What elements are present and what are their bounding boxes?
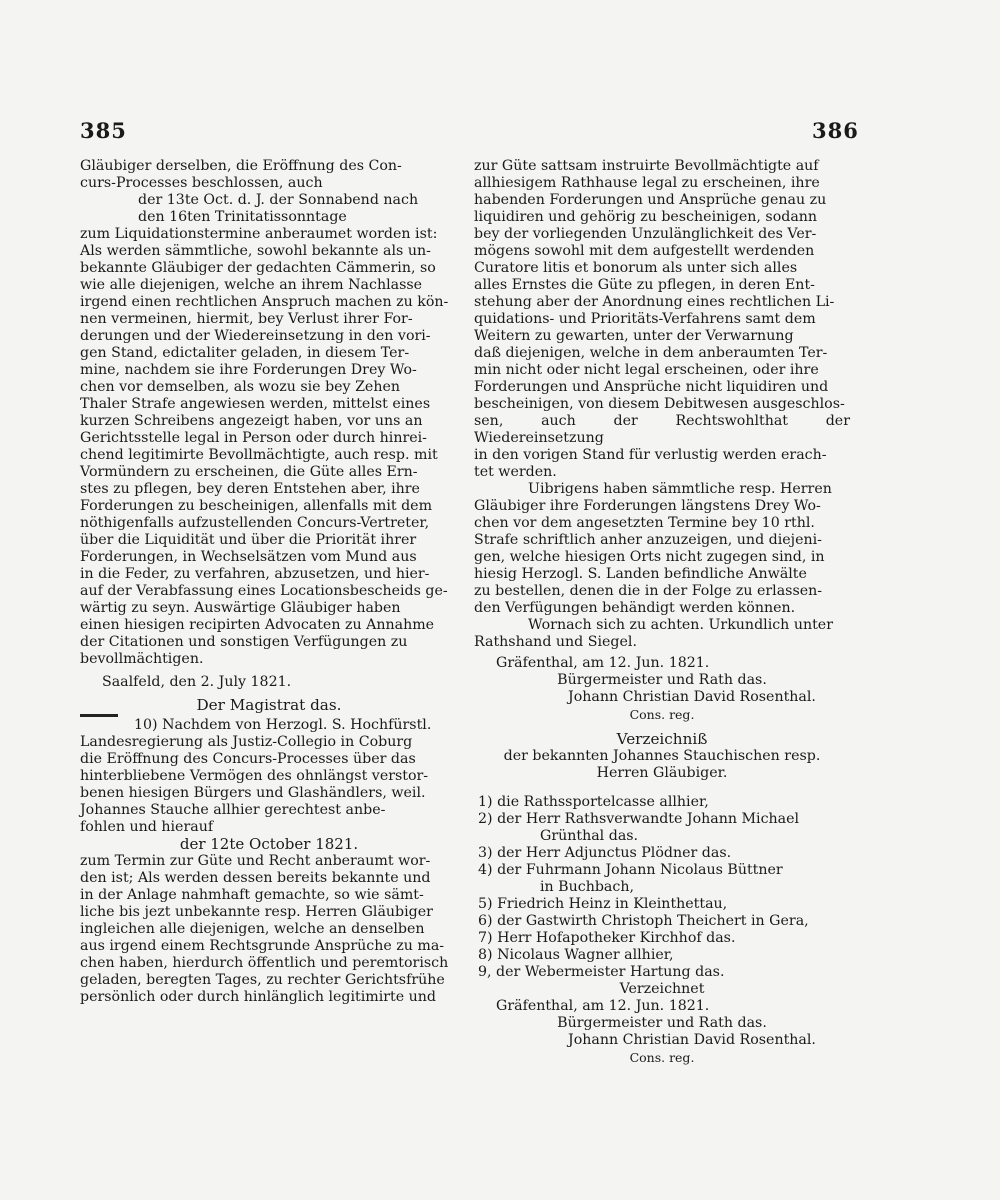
creditor-item [474, 794, 850, 811]
text-line: chend legitimirte Bevollmächtigte, auch resp. mit [80, 447, 438, 463]
text-line: gen Stand, edictaliter geladen, in diesem Ter- [80, 345, 410, 361]
text-line: Rathshand und Siegel. [474, 634, 637, 650]
signature-name: Johann Christian David Rosenthal. [568, 1032, 816, 1048]
text-line: Vormündern zu erscheinen, die Güte alles Ern- [80, 464, 418, 480]
creditor-text: 7) Herr Hofapotheker Kirchhof das. [478, 930, 736, 946]
notice-line: die Eröffnung des Concurs-Processes über das [80, 751, 416, 767]
text-line: in den vorigen Stand für verlustig werden erach- [474, 447, 827, 463]
list-subtitle: der bekannten Johannes Stauchischen resp. [503, 748, 821, 764]
notice-line: zum Termin zur Güte und Recht anberaumt wor- [80, 853, 431, 869]
text-line: mine, nachdem sie ihre Forderungen Drey Wo- [80, 362, 417, 378]
text-line: der Citationen und sonstigen Verfügungen zu [80, 634, 408, 650]
creditor-item [474, 930, 850, 947]
page-number-right: 386 [812, 118, 859, 143]
text-line: wärtig zu seyn. Auswärtige Gläubiger haben [80, 600, 401, 616]
text-line: Curatore litis et bonorum als unter sich alles [474, 260, 798, 276]
notice-line: Johannes Stauche allhier gerechtest anbe- [80, 802, 386, 818]
text-line: habenden Forderungen und Ansprüche genau zu [474, 192, 827, 208]
text-line: auf der Verabfassung eines Locationsbescheids ge- [80, 583, 448, 599]
text-line: bekannte Gläubiger der gedachten Cämmerin, so [80, 260, 436, 276]
notice-line: Landesregierung als Justiz-Collegio in Coburg [80, 734, 413, 750]
notice-line: aus irgend einem Rechtsgrunde Ansprüche zu ma- [80, 938, 445, 954]
creditor-list [474, 794, 850, 981]
creditor-text-cont: Grünthal das. [540, 828, 639, 844]
creditor-item [474, 845, 850, 862]
signature-title: Cons. reg. [629, 1050, 695, 1065]
creditor-item [474, 811, 850, 845]
creditor-text: 1) die Rathssportelcasse allhier, [478, 794, 709, 810]
notice-line: 10) Nachdem von Herzogl. S. Hochfürstl. [134, 717, 432, 733]
text-line: kurzen Schreibens angezeigt haben, vor uns an [80, 413, 423, 429]
text-line: über die Liquidität und über die Priorität ihrer [80, 532, 417, 548]
text-line: derungen und der Wiedereinsetzung in den vori- [80, 328, 431, 344]
text-line: Gerichtsstelle legal in Person oder durch hinrei- [80, 430, 427, 446]
text-line: Strafe schriftlich anher anzuzeigen, und diejeni- [474, 532, 822, 548]
text-line: daß diejenigen, welche in dem anberaumten Ter- [474, 345, 828, 361]
signature: Der Magistrat das. [196, 696, 342, 714]
creditor-item [474, 913, 850, 930]
place-date: Gräfenthal, am 12. Jun. 1821. [496, 655, 710, 671]
text-line: hiesig Herzogl. S. Landen befindliche Anwälte [474, 566, 807, 582]
text-line: liquidiren und gehörig zu bescheinigen, sodann [474, 209, 818, 225]
text-line: min nicht oder nicht legal erscheinen, oder ihre [474, 362, 819, 378]
creditor-text: 8) Nicolaus Wagner allhier, [478, 947, 674, 963]
creditor-item [474, 896, 850, 913]
text-line: Forderungen zu bescheinigen, allenfalls mit dem [80, 498, 433, 514]
notice-line: fohlen und hierauf [80, 819, 214, 835]
text-line: tet werden. [474, 464, 557, 480]
text-line: nen vermeinen, hiermit, bey Verlust ihrer For- [80, 311, 413, 327]
left-column [80, 158, 458, 1006]
text-line: sen, auch der Rechtswohlthat der Wiedereinsetzung [474, 413, 850, 446]
notice-line: persönlich oder durch hinlänglich legitimirte und [80, 989, 437, 1005]
text-line: einen hiesigen recipirten Advocaten zu Annahme [80, 617, 435, 633]
notice-line: benen hiesigen Bürgers und Glashändlers, weil. [80, 785, 426, 801]
place-date: Gräfenthal, am 12. Jun. 1821. [496, 998, 710, 1014]
list-closing: Verzeichnet [619, 981, 705, 997]
text-line: nöthigenfalls aufzustellenden Concurs-Vertreter, [80, 515, 430, 531]
text-line: Als werden sämmtliche, sowohl bekannte als un- [80, 243, 431, 259]
text-line: Thaler Strafe angewiesen werden, mittelst eines [80, 396, 431, 412]
creditor-item [474, 964, 850, 981]
date-line: der 13te Oct. d. J. der Sonnabend nach [138, 192, 419, 208]
text-line: Weitern zu gewarten, unter der Verwarnung [474, 328, 794, 344]
text-line: stehung aber der Anordnung eines rechtlichen Li- [474, 294, 835, 310]
notice-line: liche bis jezt unbekannte resp. Herren Gläubiger [80, 904, 433, 920]
list-subtitle: Herren Gläubiger. [596, 765, 728, 781]
text-line: allhiesigem Rathhause legal zu erscheinen, ihre [474, 175, 820, 191]
page-number-left: 385 [80, 118, 127, 143]
text-line: quidations- und Prioritäts-Verfahrens samt dem [474, 311, 816, 327]
list-title: Verzeichniß [616, 730, 708, 748]
text-line: den Verfügungen behändigt werden können. [474, 600, 796, 616]
text-line: curs-Processes beschlossen, auch [80, 175, 323, 191]
text-line: Wornach sich zu achten. Urkundlich unter [528, 617, 833, 633]
text-line: Forderungen und Ansprüche nicht liquidiren und [474, 379, 829, 395]
notice-line: ingleichen alle diejenigen, welche an denselben [80, 921, 425, 937]
creditor-text: 5) Friedrich Heinz in Kleinthettau, [478, 896, 728, 912]
signature-line: Bürgermeister und Rath das. [557, 1015, 767, 1031]
term-date: der 12te October 1821. [179, 835, 359, 853]
text-line: gen, welche hiesigen Orts nicht zugegen sind, in [474, 549, 825, 565]
text-line: zum Liquidationstermine anberaumet worden ist: [80, 226, 438, 242]
text-line: alles Ernstes die Güte zu pflegen, in deren Ent- [474, 277, 815, 293]
creditor-text: 4) der Fuhrmann Johann Nicolaus Büttner [478, 862, 783, 878]
text-line: Gläubiger derselben, die Eröffnung des Con- [80, 158, 402, 174]
notice-line: chen haben, hierdurch öffentlich und peremtorisch [80, 955, 449, 971]
signature-line: Bürgermeister und Rath das. [557, 672, 767, 688]
date-line: den 16ten Trinitatissonntage [138, 209, 347, 225]
text-line: bescheinigen, von diesem Debitwesen ausgeschlos- [474, 396, 845, 412]
creditor-text-cont: in Buchbach, [540, 879, 634, 895]
text-line: zur Güte sattsam instruirte Bevollmächtigte auf [474, 158, 819, 174]
text-line: Uibrigens haben sämmtliche resp. Herren [528, 481, 832, 497]
creditor-text: 6) der Gastwirth Christoph Theichert in Gera, [478, 913, 809, 929]
notice-line: in der Anlage nahmhaft gemachte, so wie sämt- [80, 887, 424, 903]
creditor-text: 3) der Herr Adjunctus Plödner das. [478, 845, 732, 861]
text-line: chen vor demselben, als wozu sie bey Zehen [80, 379, 401, 395]
text-line: bevollmächtigen. [80, 651, 204, 667]
text-line: stes zu pflegen, bey deren Entstehen aber, ihre [80, 481, 420, 497]
text-line: Gläubiger ihre Forderungen längstens Drey Wo- [474, 498, 821, 514]
signature-name: Johann Christian David Rosenthal. [568, 689, 816, 705]
text-line: wie alle diejenigen, welche an ihrem Nachlasse [80, 277, 423, 293]
creditor-text: 2) der Herr Rathsverwandte Johann Michael [478, 811, 800, 827]
notice-line: den ist; Als werden dessen bereits bekannte und [80, 870, 431, 886]
creditor-item [474, 947, 850, 964]
text-line: mögens sowohl mit dem aufgestellt werdenden [474, 243, 815, 259]
text-line: chen vor dem angesetzten Termine bey 10 rthl. [474, 515, 815, 531]
notice-line: hinterbliebene Vermögen des ohnlängst verstor- [80, 768, 429, 784]
place-date: Saalfeld, den 2. July 1821. [102, 674, 292, 690]
text-line: zu bestellen, denen die in der Folge zu erlassen- [474, 583, 823, 599]
creditor-text: 9, der Webermeister Hartung das. [478, 964, 725, 980]
notice-line: geladen, beregten Tages, zu rechter Gerichtsfrühe [80, 972, 445, 988]
text-line: Forderungen, in Wechselsätzen vom Mund aus [80, 549, 417, 565]
text-line: in die Feder, zu verfahren, abzusetzen, und hier- [80, 566, 430, 582]
creditor-item [474, 862, 850, 896]
right-column [474, 158, 850, 1066]
text-line: bey der vorliegenden Unzulänglichkeit des Ver- [474, 226, 817, 242]
text-line: irgend einen rechtlichen Anspruch machen zu kön- [80, 294, 449, 310]
signature-title: Cons. reg. [629, 707, 695, 722]
